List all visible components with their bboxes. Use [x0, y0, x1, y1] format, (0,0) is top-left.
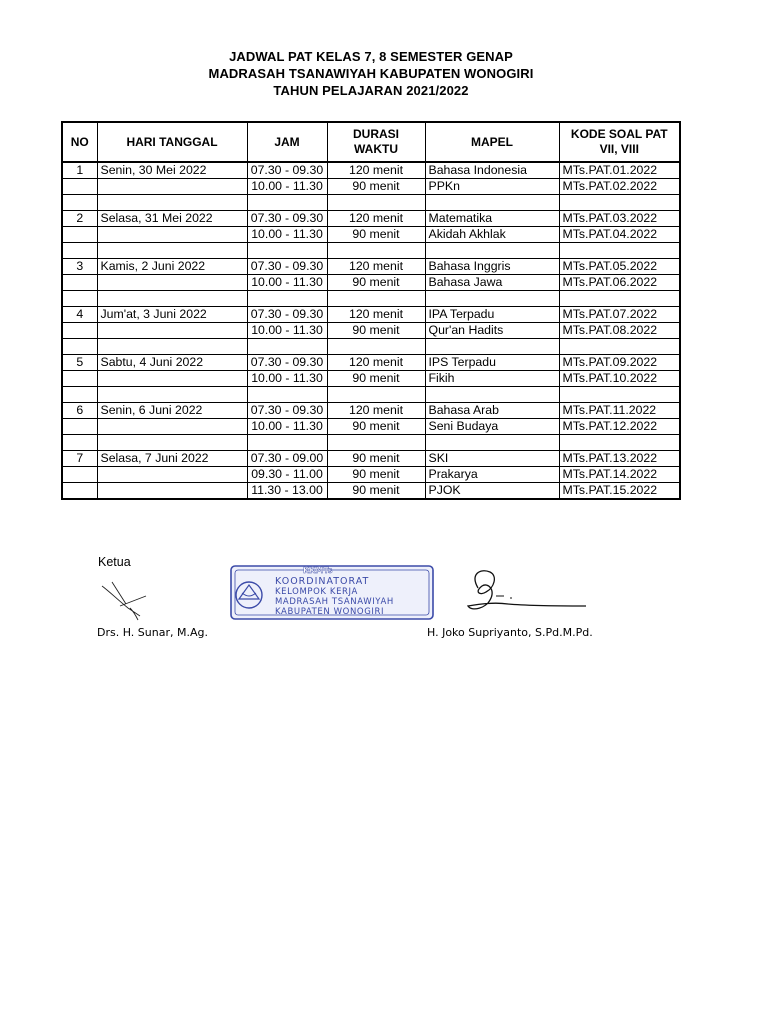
cell-no [62, 387, 97, 403]
cell-mapel: Bahasa Arab [425, 403, 559, 419]
cell-jam: 07.30 - 09.30 [247, 403, 327, 419]
cell-no [62, 179, 97, 195]
cell-hari-tanggal [97, 435, 247, 451]
cell-kode-soal: MTs.PAT.13.2022 [559, 451, 680, 467]
cell-kode-soal [559, 291, 680, 307]
table-row [62, 323, 680, 339]
signer-left-name: Drs. H. Sunar, M.Ag. [97, 626, 208, 639]
cell-mapel: PPKn [425, 179, 559, 195]
stamp-image [229, 563, 435, 621]
cell-durasi: 120 menit [327, 355, 425, 371]
cell-kode-soal [559, 387, 680, 403]
cell-durasi: 90 menit [327, 179, 425, 195]
table-row [62, 435, 680, 451]
cell-durasi: 90 menit [327, 275, 425, 291]
col-header-jam: JAM [247, 122, 327, 162]
cell-kode-soal: MTs.PAT.11.2022 [559, 403, 680, 419]
cell-durasi: 90 menit [327, 227, 425, 243]
table-row [62, 467, 680, 483]
cell-no [62, 483, 97, 500]
cell-jam: 11.30 - 13.00 [247, 483, 327, 500]
signer-right-name: H. Joko Supriyanto, S.Pd.M.Pd. [427, 626, 593, 639]
table-row [62, 259, 680, 275]
cell-kode-soal: MTs.PAT.04.2022 [559, 227, 680, 243]
cell-mapel: Bahasa Jawa [425, 275, 559, 291]
cell-mapel [425, 291, 559, 307]
cell-hari-tanggal [97, 227, 247, 243]
cell-durasi: 90 menit [327, 451, 425, 467]
cell-durasi: 120 menit [327, 211, 425, 227]
cell-hari-tanggal: Selasa, 31 Mei 2022 [97, 211, 247, 227]
cell-hari-tanggal: Selasa, 7 Juni 2022 [97, 451, 247, 467]
cell-mapel: Bahasa Indonesia [425, 162, 559, 179]
cell-hari-tanggal: Sabtu, 4 Juni 2022 [97, 355, 247, 371]
cell-durasi: 120 menit [327, 307, 425, 323]
cell-no [62, 467, 97, 483]
cell-mapel: SKI [425, 451, 559, 467]
cell-mapel: Qur'an Hadits [425, 323, 559, 339]
cell-mapel: Bahasa Inggris [425, 259, 559, 275]
cell-kode-soal [559, 435, 680, 451]
cell-no [62, 371, 97, 387]
cell-no [62, 195, 97, 211]
cell-mapel: Seni Budaya [425, 419, 559, 435]
cell-hari-tanggal [97, 323, 247, 339]
cell-mapel: Akidah Akhlak [425, 227, 559, 243]
cell-mapel: Matematika [425, 211, 559, 227]
table-row [62, 403, 680, 419]
stamp-line-2: KELOMPOK KERJA [275, 587, 358, 597]
cell-mapel: IPA Terpadu [425, 307, 559, 323]
cell-jam: 07.30 - 09.30 [247, 162, 327, 179]
cell-jam: 07.30 - 09.30 [247, 259, 327, 275]
table-row [62, 355, 680, 371]
cell-hari-tanggal [97, 195, 247, 211]
table-row [62, 339, 680, 355]
cell-durasi: 90 menit [327, 483, 425, 500]
cell-kode-soal: MTs.PAT.14.2022 [559, 467, 680, 483]
table-row [62, 483, 680, 500]
cell-no [62, 227, 97, 243]
stamp-top-text: KKMTs [303, 566, 333, 575]
cell-durasi: 90 menit [327, 371, 425, 387]
cell-hari-tanggal [97, 467, 247, 483]
cell-jam: 10.00 - 11.30 [247, 275, 327, 291]
cell-jam: 07.30 - 09.30 [247, 211, 327, 227]
stamp-line-3: MADRASAH TSANAWIYAH [275, 597, 394, 607]
cell-durasi [327, 387, 425, 403]
cell-jam: 10.00 - 11.30 [247, 419, 327, 435]
table-row [62, 419, 680, 435]
cell-hari-tanggal: Senin, 30 Mei 2022 [97, 162, 247, 179]
cell-kode-soal: MTs.PAT.07.2022 [559, 307, 680, 323]
cell-hari-tanggal [97, 371, 247, 387]
cell-mapel [425, 243, 559, 259]
cell-kode-soal [559, 195, 680, 211]
cell-no: 6 [62, 403, 97, 419]
cell-jam: 10.00 - 11.30 [247, 371, 327, 387]
cell-mapel [425, 339, 559, 355]
cell-hari-tanggal: Senin, 6 Juni 2022 [97, 403, 247, 419]
col-header-hari: HARI TANGGAL [97, 122, 247, 162]
table-row [62, 291, 680, 307]
schedule-table [61, 121, 681, 500]
col-header-durasi: DURASI WAKTU [327, 122, 425, 162]
cell-no: 7 [62, 451, 97, 467]
cell-no [62, 339, 97, 355]
table-row [62, 195, 680, 211]
cell-kode-soal: MTs.PAT.03.2022 [559, 211, 680, 227]
cell-kode-soal: MTs.PAT.08.2022 [559, 323, 680, 339]
cell-kode-soal: MTs.PAT.12.2022 [559, 419, 680, 435]
cell-mapel: PJOK [425, 483, 559, 500]
cell-kode-soal: MTs.PAT.01.2022 [559, 162, 680, 179]
table-row [62, 371, 680, 387]
table-header-row [62, 122, 680, 162]
title-line-3: TAHUN PELAJARAN 2021/2022 [273, 83, 469, 98]
cell-jam [247, 291, 327, 307]
cell-jam: 10.00 - 11.30 [247, 323, 327, 339]
table-row [62, 307, 680, 323]
cell-kode-soal: MTs.PAT.05.2022 [559, 259, 680, 275]
cell-hari-tanggal [97, 243, 247, 259]
cell-jam [247, 195, 327, 211]
cell-durasi: 90 menit [327, 323, 425, 339]
table-row [62, 211, 680, 227]
cell-jam [247, 243, 327, 259]
document-header [0, 48, 742, 99]
cell-mapel [425, 387, 559, 403]
cell-no: 3 [62, 259, 97, 275]
cell-durasi [327, 291, 425, 307]
cell-hari-tanggal [97, 419, 247, 435]
cell-durasi [327, 339, 425, 355]
cell-no: 1 [62, 162, 97, 179]
cell-jam: 09.30 - 11.00 [247, 467, 327, 483]
table-row [62, 227, 680, 243]
cell-no [62, 323, 97, 339]
signature-left-image [100, 578, 160, 622]
cell-no: 2 [62, 211, 97, 227]
cell-durasi [327, 435, 425, 451]
cell-kode-soal [559, 339, 680, 355]
cell-no: 5 [62, 355, 97, 371]
cell-durasi: 120 menit [327, 259, 425, 275]
stamp-line-4: KABUPATEN WONOGIRI [275, 607, 385, 617]
schedule-body [62, 162, 680, 499]
cell-no: 4 [62, 307, 97, 323]
cell-jam: 10.00 - 11.30 [247, 227, 327, 243]
cell-jam [247, 435, 327, 451]
table-row [62, 387, 680, 403]
cell-no [62, 243, 97, 259]
table-row [62, 179, 680, 195]
col-header-no: NO [62, 122, 97, 162]
cell-hari-tanggal [97, 179, 247, 195]
table-row [62, 243, 680, 259]
cell-jam [247, 339, 327, 355]
col-header-kode: KODE SOAL PAT VII, VIII [559, 122, 680, 162]
table-row [62, 451, 680, 467]
cell-jam: 07.30 - 09.30 [247, 307, 327, 323]
table-row [62, 162, 680, 179]
cell-durasi [327, 195, 425, 211]
cell-no [62, 419, 97, 435]
cell-hari-tanggal: Jum'at, 3 Juni 2022 [97, 307, 247, 323]
cell-durasi: 90 menit [327, 467, 425, 483]
cell-hari-tanggal [97, 483, 247, 500]
cell-jam [247, 387, 327, 403]
cell-jam: 10.00 - 11.30 [247, 179, 327, 195]
title-line-1: JADWAL PAT KELAS 7, 8 SEMESTER GENAP [229, 49, 513, 64]
cell-durasi: 90 menit [327, 419, 425, 435]
cell-hari-tanggal [97, 291, 247, 307]
signature-right-image [450, 566, 590, 618]
cell-mapel: Fikih [425, 371, 559, 387]
cell-durasi: 120 menit [327, 162, 425, 179]
cell-jam: 07.30 - 09.00 [247, 451, 327, 467]
cell-kode-soal: MTs.PAT.02.2022 [559, 179, 680, 195]
stamp-line-1: KOORDINATORAT [275, 576, 370, 587]
cell-kode-soal [559, 243, 680, 259]
cell-kode-soal: MTs.PAT.06.2022 [559, 275, 680, 291]
cell-hari-tanggal [97, 275, 247, 291]
cell-durasi [327, 243, 425, 259]
cell-durasi: 120 menit [327, 403, 425, 419]
col-header-mapel: MAPEL [425, 122, 559, 162]
cell-kode-soal: MTs.PAT.09.2022 [559, 355, 680, 371]
cell-mapel [425, 195, 559, 211]
cell-mapel: IPS Terpadu [425, 355, 559, 371]
title-line-2: MADRASAH TSANAWIYAH KABUPATEN WONOGIRI [208, 66, 534, 81]
cell-no [62, 291, 97, 307]
cell-kode-soal: MTs.PAT.15.2022 [559, 483, 680, 500]
cell-hari-tanggal [97, 339, 247, 355]
cell-no [62, 275, 97, 291]
cell-no [62, 435, 97, 451]
ketua-label: Ketua [98, 555, 131, 569]
table-row [62, 275, 680, 291]
cell-hari-tanggal: Kamis, 2 Juni 2022 [97, 259, 247, 275]
cell-kode-soal: MTs.PAT.10.2022 [559, 371, 680, 387]
cell-jam: 07.30 - 09.30 [247, 355, 327, 371]
cell-mapel [425, 435, 559, 451]
cell-hari-tanggal [97, 387, 247, 403]
cell-mapel: Prakarya [425, 467, 559, 483]
